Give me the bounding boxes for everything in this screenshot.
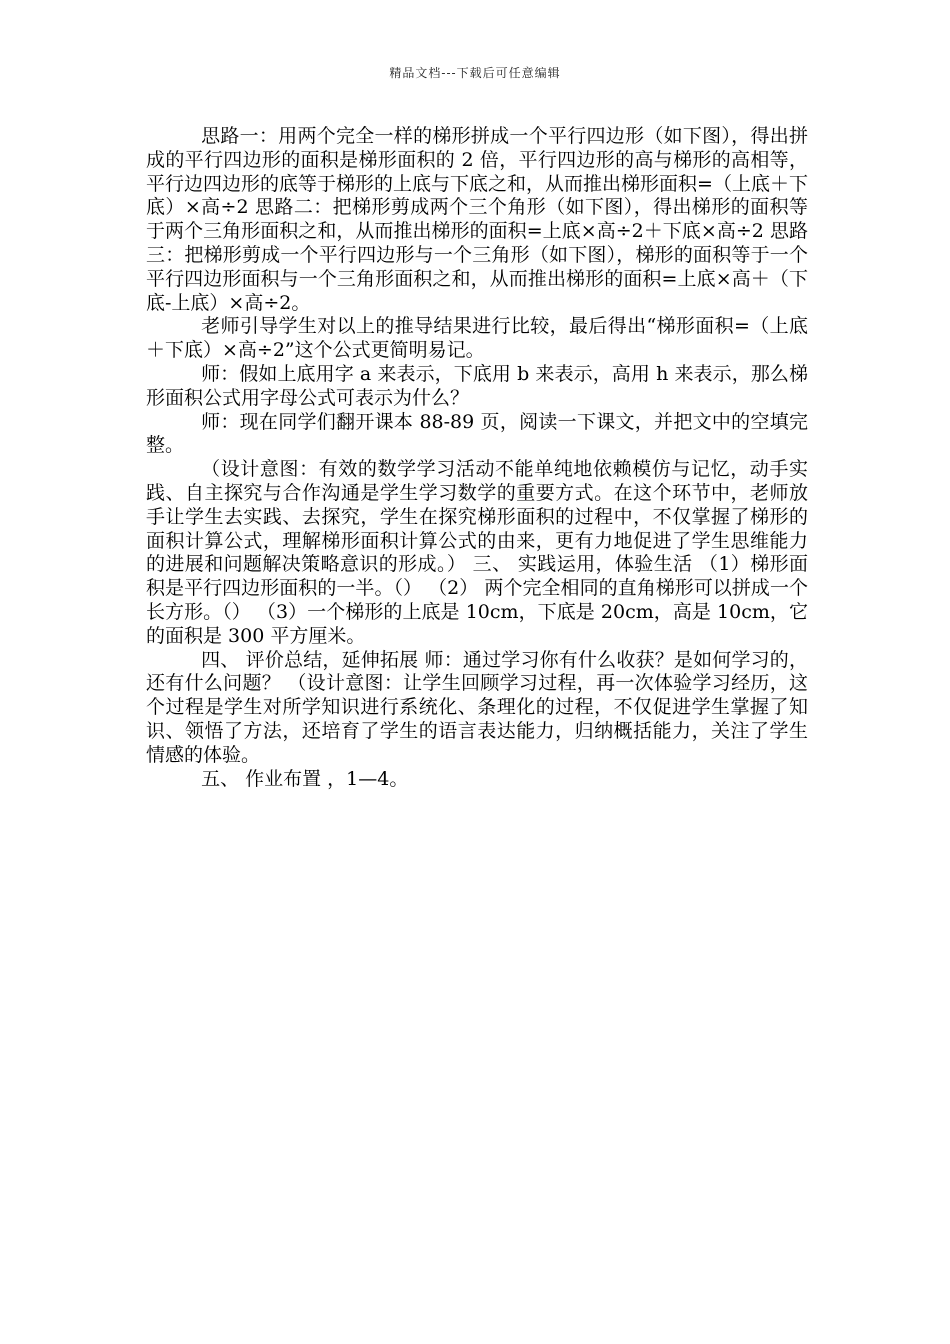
paragraph-comparison: 老师引导学生对以上的推导结果进行比较，最后得出“梯形面积=（上底＋下底）×高÷2”这个公式更简明易记。 [146,315,808,362]
paragraph-teacher-textbook: 师：现在同学们翻开课本 88-89 页，阅读一下课文，并把文中的空填完整。 [146,410,808,457]
paragraph-approaches: 思路一：用两个完全一样的梯形拼成一个平行四边形（如下图），得出拼成的平行四边形的面积是梯形面积的 2 倍，平行四边形的高与梯形的高相等，平行边四边形的底等于梯形的上底与下底之和，从而推出梯形面积=（上底＋下底）×高÷2 思路二：把梯形剪成两个三个角形（如下图），得出梯形的面积等于两个三角形面积之和，从而推出梯形的面积=上底×高÷2＋下底×高÷2 思路三：把梯形剪成一个平行四边形与一个三角形（如下图），梯形的面积等于一个平行四边形面积与一个三角形面积之和，从而推出梯形的面积=上底×高＋（下底-上底）×高÷2。 [146,125,808,314]
page-header: 精品文档---下载后可任意编辑 [389,66,561,80]
paragraph-design-intent-practice: （设计意图：有效的数学学习活动不能单纯地依赖模仿与记忆，动手实践、自主探究与合作沟通是学生学习数学的重要方式。在这个环节中，老师放手让学生去实践、去探究，学生在探究梯形面积的过程中，不仅掌握了梯形的面积计算公式，理解梯形面积计算公式的由来，更有力地促进了学生思维能力的进展和问题解决策略意识的形成。） 三、 实践运用，体验生活 （1）梯形面积是平行四边形面积的一半。（） （2） 两个完全相同的直角梯形可以拼成一个长方形。（） （3）一个梯形的上底是 10cm，下底是 20cm，高是 10cm，它的面积是 300 平方厘米。 [146,458,808,647]
document-body [146,125,808,791]
paragraph-teacher-formula-question: 师：假如上底用字 a 来表示，下底用 b 来表示，高用 h 来表示，那么梯形面积公式用字母公式可表示为什么？ [146,362,808,409]
paragraph-homework: 五、 作业布置 ，1—4。 [201,767,409,790]
paragraph-summary: 四、 评价总结，延伸拓展 师：通过学习你有什么收获？是如何学习的，还有什么问题？ （设计意图：让学生回顾学习过程，再一次体验学习经历，这个过程是学生对所学知识进行系统化、条理化的过程，不仅促进学生掌握了知识、领悟了方法，还培育了学生的语言表达能力，归纳概括能力，关注了学生情感的体验。 [146,648,808,766]
